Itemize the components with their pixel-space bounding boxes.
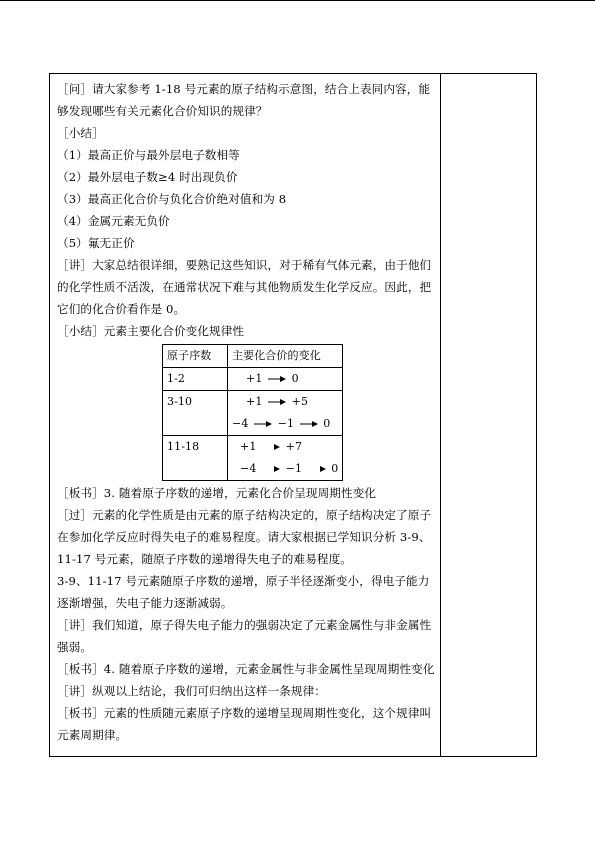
valence-line xyxy=(232,391,338,413)
row-range: 11-18 xyxy=(163,436,228,481)
page-top-rule xyxy=(0,0,595,1)
lecture-paragraph: ［讲］大家总结很详细，要熟记这些知识，对于稀有气体元素，由于他们的化学性质不活泼，在通常状况下难与其他物质发生化学反应。因此，把它们的化合价看作是 0。 xyxy=(57,258,432,316)
lecture-conclusion: ［讲］纵观以上结论，我们可归纳出这样一条规律： xyxy=(57,684,326,698)
board-note-4: ［板书］4. 随着原子序数的递增，元素金属性与非金属性呈现周期性变化 xyxy=(57,662,435,676)
valence-mid: −1 xyxy=(285,462,303,475)
valence-end: +5 xyxy=(291,395,309,408)
valence-line xyxy=(232,436,338,458)
valence-start: +1 xyxy=(246,395,263,408)
lecture-metallicity: ［讲］我们知道，原子得失电子能力的强弱决定了元素金属性与非金属性强弱。 xyxy=(57,618,432,654)
valence-start: +1 xyxy=(240,440,257,453)
arrow-icon xyxy=(266,397,288,407)
question-paragraph: ［问］请大家参考 1-18 号元素的原子结构示意图，结合上表同内容，能够发现哪些有关元素化合价知识的规律？ xyxy=(57,82,431,118)
rule-3: （3）最高正化合价与负化合价绝对值和为 8 xyxy=(57,192,287,206)
valence-end: 0 xyxy=(331,462,339,475)
valence-mid: −1 xyxy=(277,417,295,430)
valence-summary-heading: ［小结］元素主要化合价变化规律性 xyxy=(57,324,245,338)
valence-end: +7 xyxy=(285,440,303,453)
table-row xyxy=(163,368,343,391)
table-row xyxy=(163,436,343,481)
rule-2: （2）最外层电子数≥4 时出现负价 xyxy=(57,170,238,184)
column-divider xyxy=(440,73,441,757)
table-row xyxy=(163,391,343,436)
lesson-content xyxy=(57,78,437,746)
analysis-paragraph: 3-9、11-17 号元素随原子序数的递增，原子半径逐渐变小，得电子能力逐渐增强，失电子能力逐渐减弱。 xyxy=(57,574,430,610)
valence-table xyxy=(162,344,343,481)
valence-line xyxy=(232,458,338,480)
valence-line xyxy=(232,368,338,390)
arrow-icon xyxy=(298,419,320,429)
transition-paragraph: ［过］元素的化学性质是由元素的原子结构决定的，原子结构决定了原子在参加化学反应时得失电子的难易程度。请大家根据已学知识分析 3-9、11-17 号元素，随原子序数的递增得失电子的难易程度。 xyxy=(57,508,432,566)
summary-heading: ［小结］ xyxy=(57,126,104,140)
valence-start: −4 xyxy=(240,462,257,475)
rule-4: （4）金属元素无负价 xyxy=(57,214,170,228)
arrow-icon xyxy=(252,419,274,429)
arrow-icon xyxy=(266,374,288,384)
rule-5: （5）氟无正价 xyxy=(57,236,135,250)
valence-start: +1 xyxy=(246,372,263,385)
valence-start: −4 xyxy=(232,417,249,430)
valence-table-header xyxy=(163,345,343,368)
valence-line xyxy=(232,413,338,435)
valence-end: 0 xyxy=(291,372,299,385)
board-note-periodic-law: ［板书］元素的性质随元素原子序数的递增呈现周期性变化，这个规律叫元素周期律。 xyxy=(57,706,432,742)
arrow-icon xyxy=(306,464,328,474)
arrow-icon xyxy=(260,442,282,452)
rule-1: （1）最高正价与最外层电子数相等 xyxy=(57,148,240,162)
board-note-3: ［板书］3. 随着原子序数的递增，元素化合价呈现周期性变化 xyxy=(57,486,377,500)
arrow-icon xyxy=(260,464,282,474)
row-range: 3-10 xyxy=(163,391,228,436)
valence-end: 0 xyxy=(323,417,331,430)
header-valence-change: 主要化合价的变化 xyxy=(228,345,343,368)
row-range: 1-2 xyxy=(163,368,228,391)
header-atomic-number: 原子序数 xyxy=(163,345,228,368)
